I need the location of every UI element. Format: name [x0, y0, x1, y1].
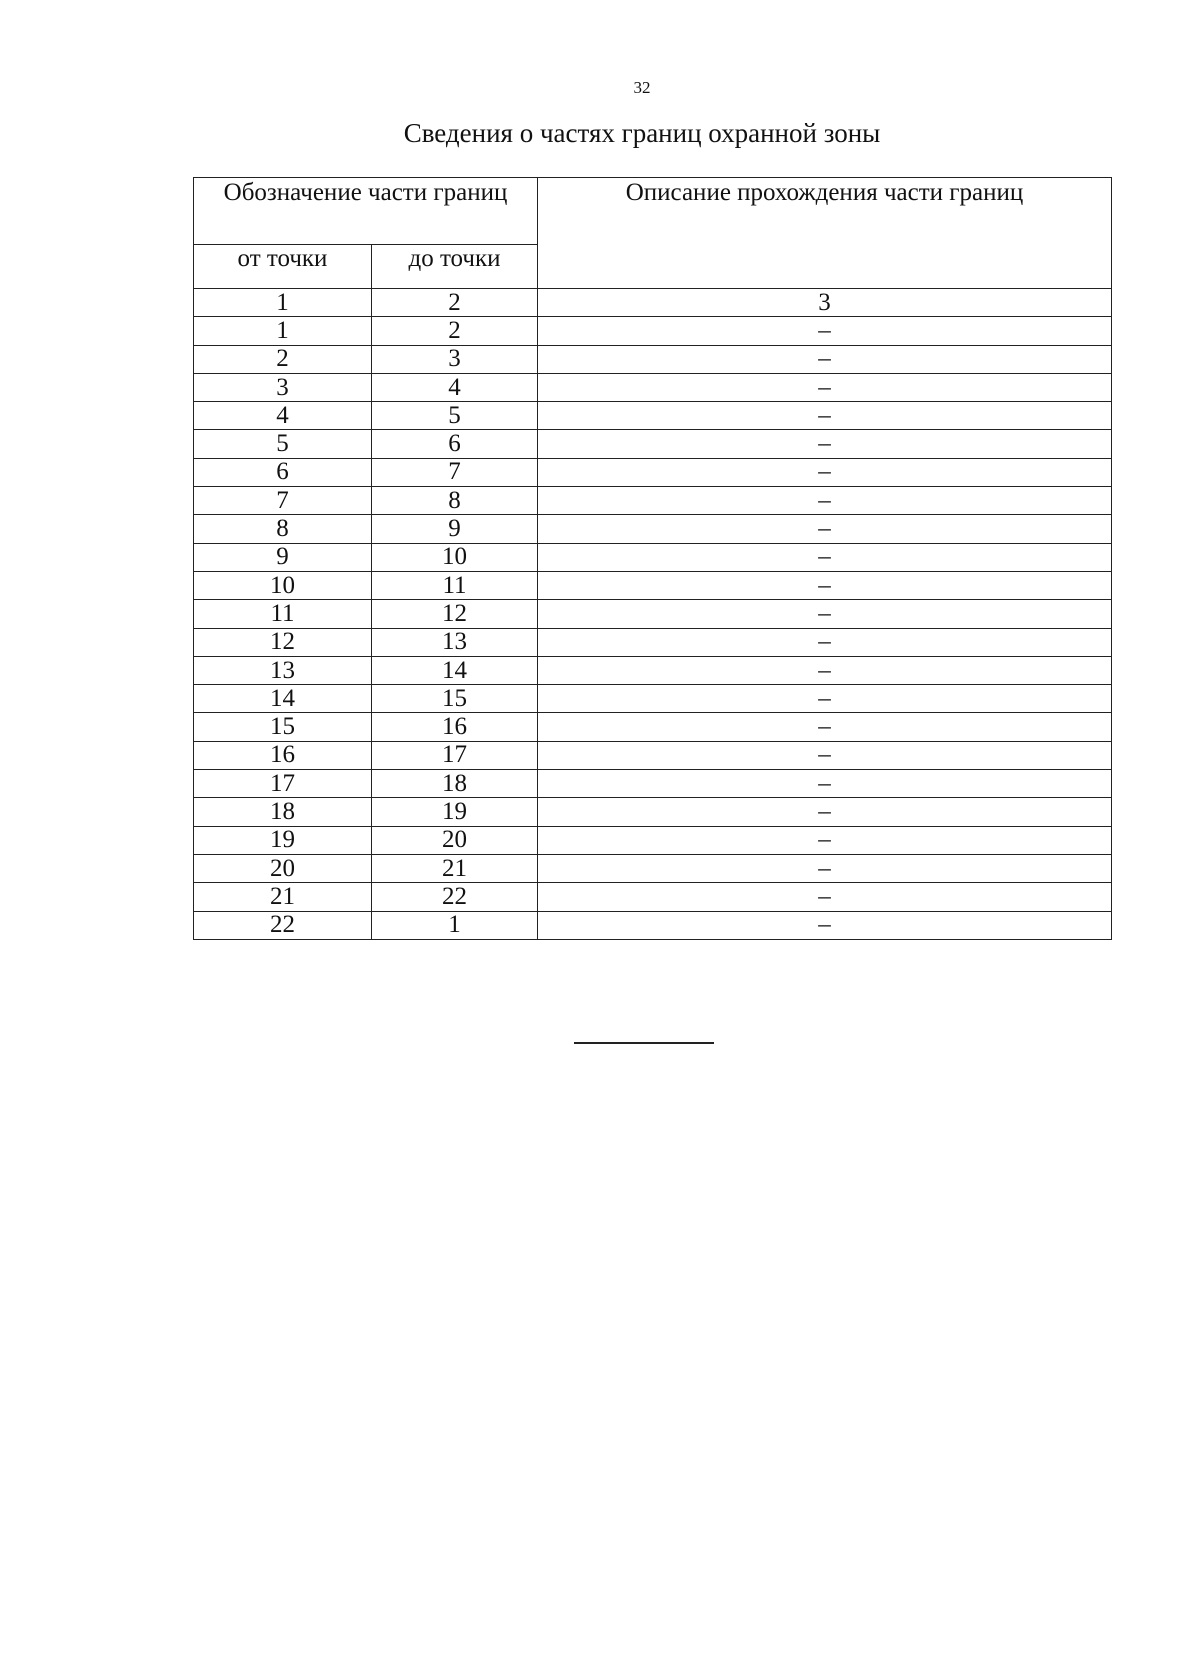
cell-to-point: 15	[372, 685, 538, 713]
cell-to-point: 1	[372, 911, 538, 939]
cell-to-point: 22	[372, 883, 538, 911]
cell-description: –	[538, 854, 1112, 882]
cell-description: –	[538, 543, 1112, 571]
cell-from-point: 2	[194, 345, 372, 373]
cell-from-point: 11	[194, 600, 372, 628]
table-row	[194, 515, 1112, 543]
cell-to-point: 21	[372, 854, 538, 882]
header-to-point: до точки	[372, 245, 538, 289]
table-row	[194, 628, 1112, 656]
cell-to-point: 19	[372, 798, 538, 826]
cell-description: –	[538, 911, 1112, 939]
table-row	[194, 317, 1112, 345]
boundary-parts-table	[193, 177, 1112, 940]
cell-to-point: 4	[372, 373, 538, 401]
cell-from-point: 16	[194, 741, 372, 769]
end-of-section-rule	[574, 1042, 714, 1044]
table-row	[194, 685, 1112, 713]
cell-from-point: 10	[194, 571, 372, 599]
cell-to-point: 8	[372, 487, 538, 515]
page-number: 32	[633, 78, 651, 97]
cell-from-point: 5	[194, 430, 372, 458]
cell-description: –	[538, 317, 1112, 345]
cell-to-point: 2	[372, 317, 538, 345]
cell-from-point: 22	[194, 911, 372, 939]
cell-description: –	[538, 600, 1112, 628]
table-row	[194, 487, 1112, 515]
table-row	[194, 826, 1112, 854]
header-boundary-description: Описание прохождения части границ	[538, 178, 1112, 289]
cell-from-point: 19	[194, 826, 372, 854]
cell-from-point: 14	[194, 685, 372, 713]
column-number: 2	[372, 289, 538, 317]
table-row	[194, 883, 1112, 911]
column-number: 1	[194, 289, 372, 317]
header-from-point: от точки	[194, 245, 372, 289]
table-row	[194, 430, 1112, 458]
cell-from-point: 15	[194, 713, 372, 741]
cell-description: –	[538, 770, 1112, 798]
cell-description: –	[538, 741, 1112, 769]
cell-from-point: 1	[194, 317, 372, 345]
cell-description: –	[538, 402, 1112, 430]
table-row	[194, 770, 1112, 798]
cell-to-point: 12	[372, 600, 538, 628]
cell-to-point: 14	[372, 656, 538, 684]
cell-description: –	[538, 713, 1112, 741]
table-row	[194, 713, 1112, 741]
cell-from-point: 21	[194, 883, 372, 911]
header-boundary-part-designation: Обозначение части границ	[194, 178, 538, 245]
cell-description: –	[538, 430, 1112, 458]
cell-to-point: 9	[372, 515, 538, 543]
cell-to-point: 11	[372, 571, 538, 599]
cell-from-point: 12	[194, 628, 372, 656]
table-row	[194, 402, 1112, 430]
table-row	[194, 571, 1112, 599]
column-number: 3	[538, 289, 1112, 317]
cell-from-point: 17	[194, 770, 372, 798]
cell-from-point: 3	[194, 373, 372, 401]
cell-to-point: 16	[372, 713, 538, 741]
table-row	[194, 911, 1112, 939]
cell-from-point: 8	[194, 515, 372, 543]
table-row	[194, 798, 1112, 826]
cell-to-point: 10	[372, 543, 538, 571]
table-row	[194, 458, 1112, 486]
column-number-row	[194, 289, 1112, 317]
cell-description: –	[538, 798, 1112, 826]
cell-description: –	[538, 685, 1112, 713]
table-row	[194, 656, 1112, 684]
cell-to-point: 20	[372, 826, 538, 854]
document-title: Сведения о частях границ охранной зоны	[403, 118, 881, 148]
cell-description: –	[538, 458, 1112, 486]
cell-from-point: 7	[194, 487, 372, 515]
cell-to-point: 7	[372, 458, 538, 486]
cell-from-point: 9	[194, 543, 372, 571]
cell-to-point: 3	[372, 345, 538, 373]
cell-description: –	[538, 826, 1112, 854]
cell-to-point: 13	[372, 628, 538, 656]
cell-description: –	[538, 345, 1112, 373]
cell-description: –	[538, 883, 1112, 911]
cell-description: –	[538, 656, 1112, 684]
cell-from-point: 6	[194, 458, 372, 486]
cell-from-point: 4	[194, 402, 372, 430]
cell-description: –	[538, 628, 1112, 656]
cell-to-point: 6	[372, 430, 538, 458]
cell-to-point: 18	[372, 770, 538, 798]
cell-description: –	[538, 571, 1112, 599]
cell-to-point: 5	[372, 402, 538, 430]
table-row	[194, 345, 1112, 373]
cell-from-point: 20	[194, 854, 372, 882]
table-row	[194, 600, 1112, 628]
table-row	[194, 854, 1112, 882]
cell-description: –	[538, 373, 1112, 401]
cell-description: –	[538, 487, 1112, 515]
table-row	[194, 543, 1112, 571]
cell-from-point: 13	[194, 656, 372, 684]
cell-from-point: 18	[194, 798, 372, 826]
table-row	[194, 373, 1112, 401]
cell-description: –	[538, 515, 1112, 543]
cell-to-point: 17	[372, 741, 538, 769]
table-row	[194, 741, 1112, 769]
